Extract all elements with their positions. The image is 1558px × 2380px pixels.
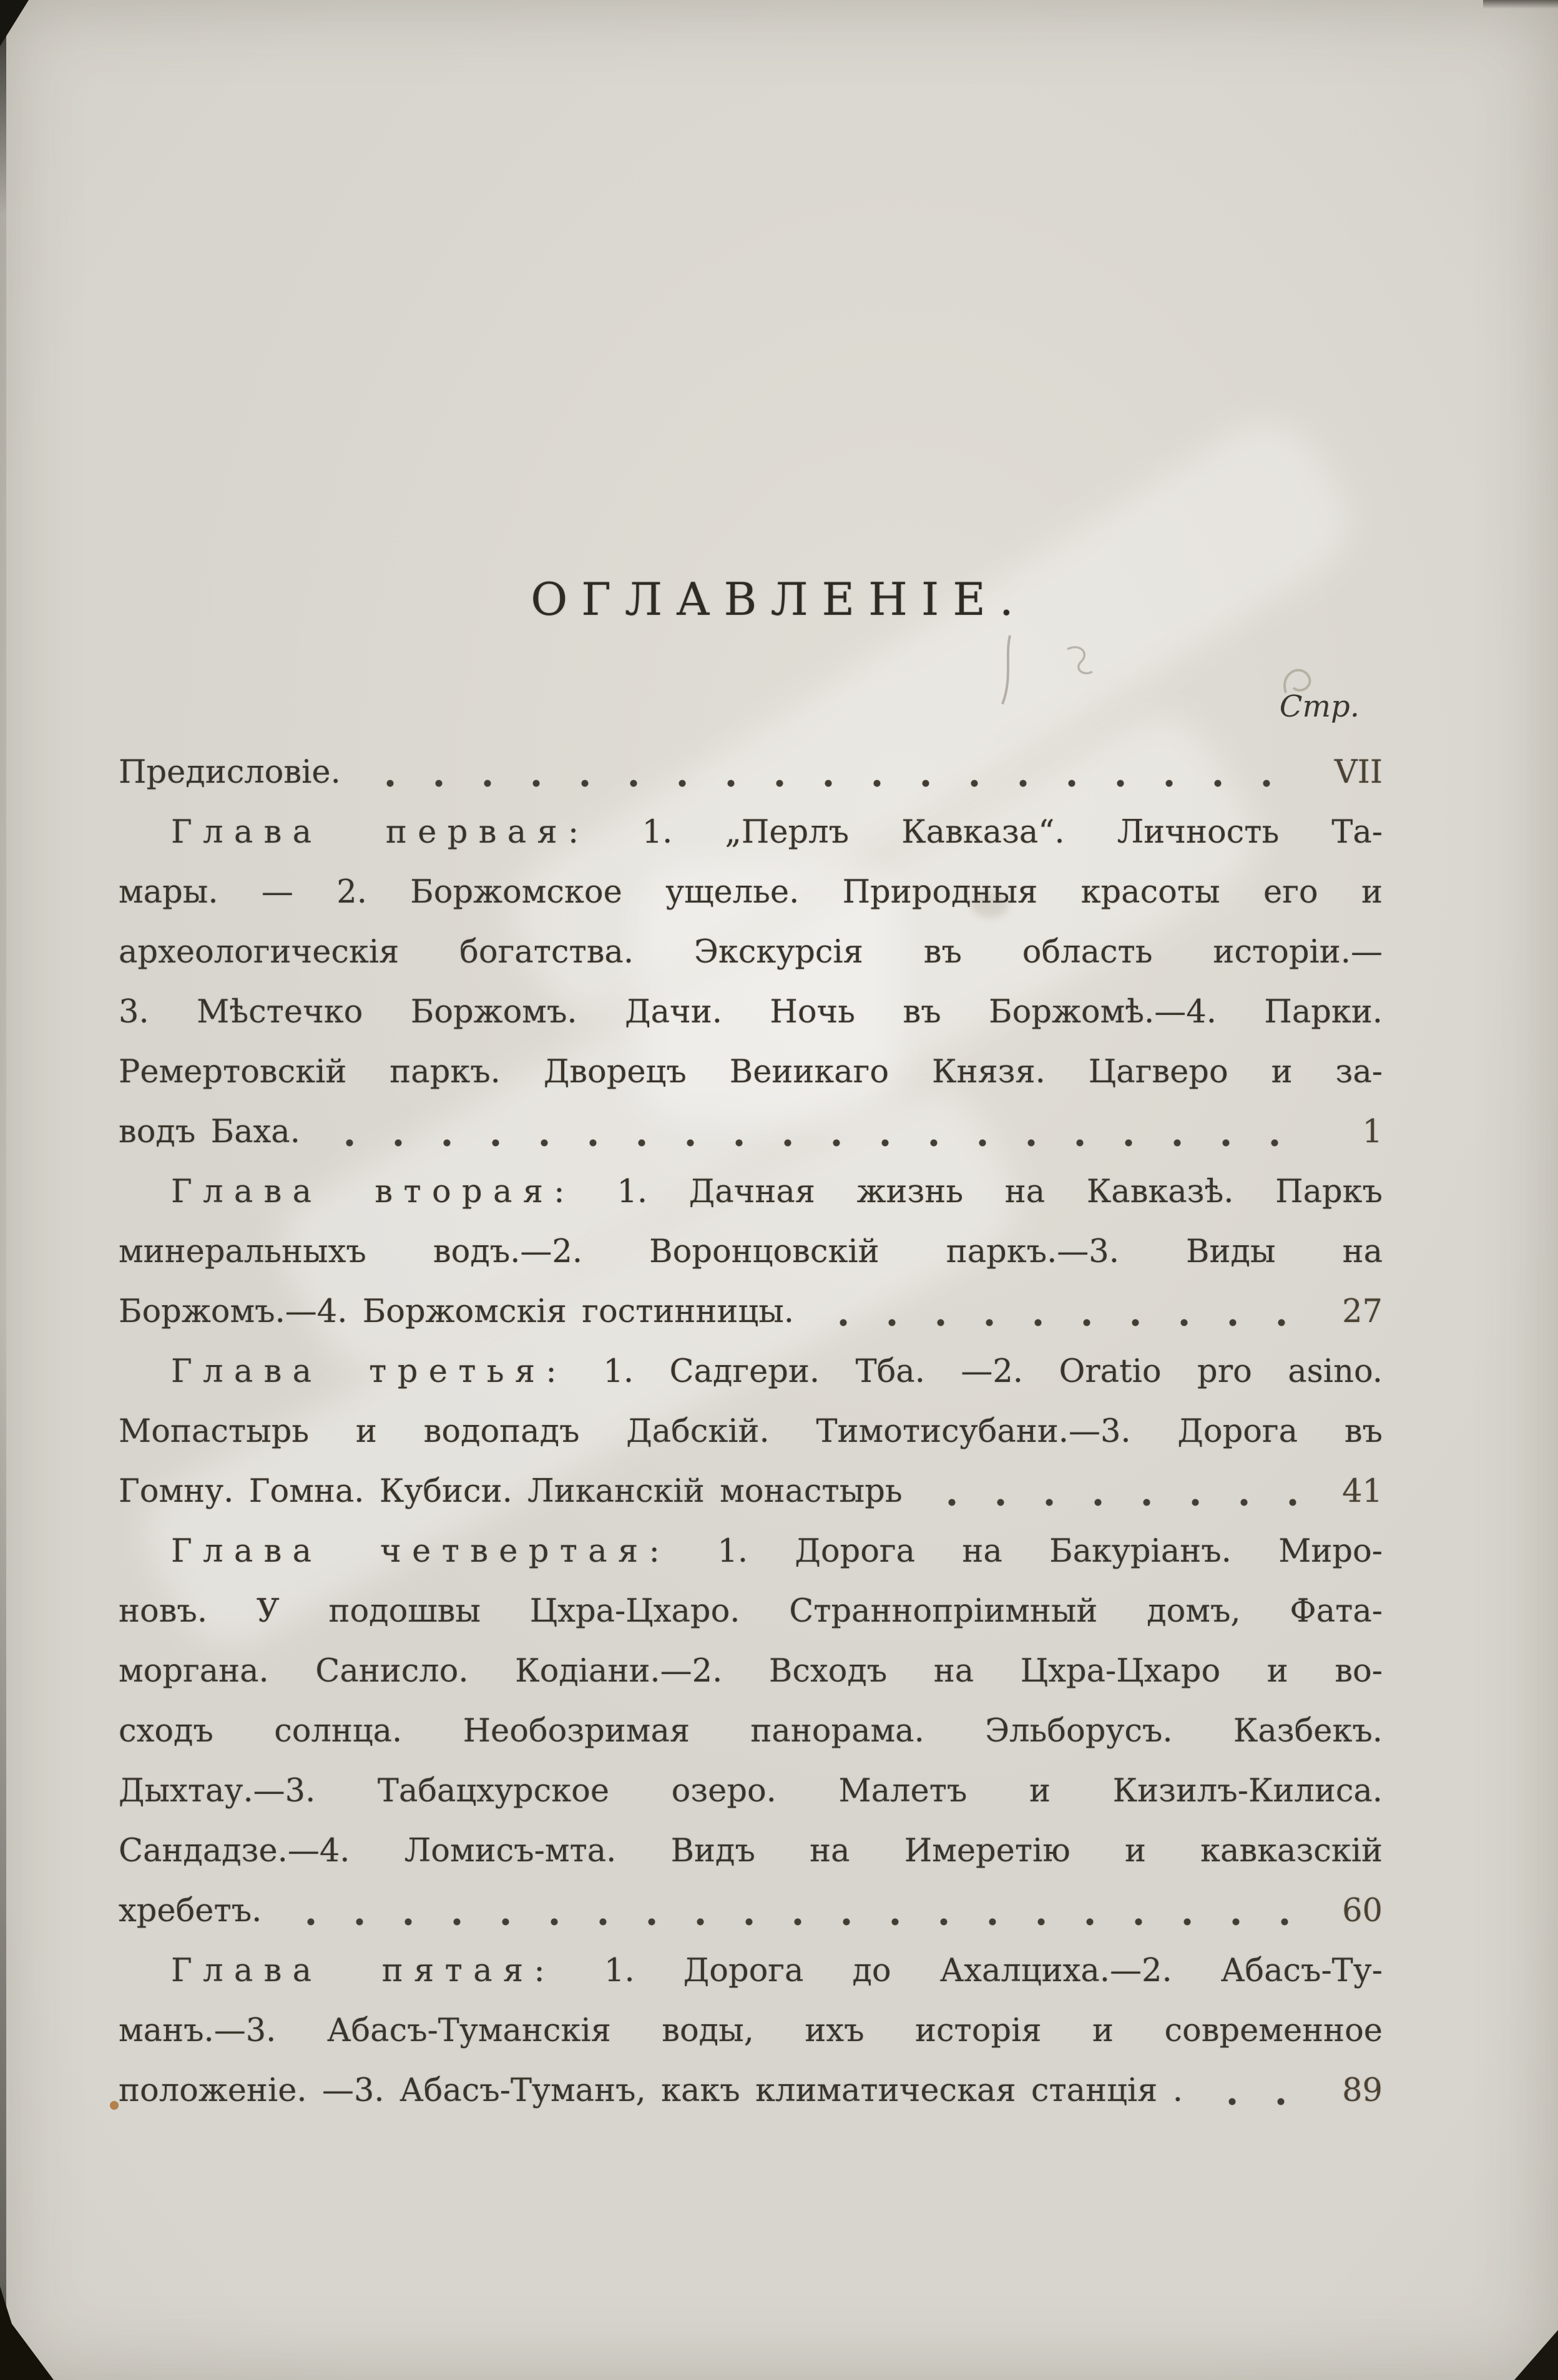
toc-line-text: сходъ солнца. Необозримая панорама. Эльборусъ. Казбекъ. xyxy=(119,1713,1383,1750)
toc-entries xyxy=(119,743,1383,2121)
toc-line xyxy=(119,1582,1383,1642)
page-number: 60 xyxy=(1342,1893,1383,1929)
toc-line xyxy=(119,1821,1383,1881)
dot-leader xyxy=(815,1282,1306,1342)
chapter-heading: Глава четвертая: xyxy=(171,1533,671,1570)
toc-line xyxy=(119,2001,1383,2061)
toc-line-text: Глава вторая: 1. Дачная жизнь на Кавказѣ. Паркъ xyxy=(171,1173,1383,1210)
toc-line-text: Глава пятая: 1. Дорога до Ахалциха.—2. Абасъ-Ту- xyxy=(171,1952,1383,1989)
toc-line xyxy=(119,923,1383,982)
toc-line xyxy=(119,863,1383,923)
dot-leader xyxy=(362,743,1306,803)
dot-leader xyxy=(321,1102,1306,1162)
toc-line xyxy=(119,1881,1383,1941)
toc-line xyxy=(119,982,1383,1042)
toc-line-text: Мопастырь и водопадъ Дабскій. Тимотисубани.—3. Дорога въ xyxy=(119,1413,1383,1450)
toc-line xyxy=(119,743,1383,803)
pencil-mark xyxy=(974,624,1111,724)
toc-line-text: Боржомъ.—4. Боржомскія гостинницы. xyxy=(119,1293,794,1330)
toc-line xyxy=(119,1222,1383,1282)
toc-line xyxy=(119,1042,1383,1102)
page-number: VII xyxy=(1334,754,1383,791)
toc-line-text: археологическія богатства. Экскурсія въ область исторіи.— xyxy=(119,934,1383,971)
toc-line-text: Глава первая: 1. „Перлъ Кавказа“. Личность Та- xyxy=(171,814,1383,851)
toc-line-text: мары. — 2. Боржомское ущелье. Природныя красоты его и xyxy=(119,874,1383,911)
page-number: 89 xyxy=(1342,2072,1383,2109)
page-number: 1 xyxy=(1362,1114,1383,1150)
chapter-heading: Глава пятая: xyxy=(171,1952,556,1989)
toc-line xyxy=(119,1342,1383,1402)
dot-leader xyxy=(283,1881,1306,1941)
page-title: ОГЛАВЛЕНІЕ. xyxy=(531,573,1027,625)
toc-line-text: хребетъ. xyxy=(119,1893,262,1929)
toc-line xyxy=(119,1941,1383,2001)
scan-edge-shadow xyxy=(0,0,6,2380)
toc-line-text: Дыхтау.—3. Табацхурское озеро. Малетъ и Кизилъ-Килиса. xyxy=(119,1773,1383,1809)
toc-line-text: моргана. Санисло. Кодіани.—2. Всходъ на Цхра-Цхаро и во- xyxy=(119,1653,1383,1690)
page-number: 27 xyxy=(1342,1293,1383,1330)
toc-line-text: манъ.—3. Абасъ-Туманскія воды, ихъ исторія и современное xyxy=(119,2012,1383,2049)
dot-leader xyxy=(1204,2061,1306,2121)
toc-line xyxy=(119,2061,1383,2121)
toc-line-text: Сандадзе.—4. Ломисъ-мта. Видъ на Имеретію и кавказскій xyxy=(119,1833,1383,1869)
toc-line-text: Глава четвертая: 1. Дорога на Бакуріанъ. Миро- xyxy=(171,1533,1383,1570)
dot-leader xyxy=(924,1462,1306,1522)
toc-line xyxy=(119,1102,1383,1162)
toc-line xyxy=(119,1282,1383,1342)
toc-line xyxy=(119,1702,1383,1761)
toc-line xyxy=(119,1402,1383,1462)
toc-line-text: минеральныхъ водъ.—2. Воронцовскій паркъ.—3. Виды на xyxy=(119,1233,1383,1270)
toc-line xyxy=(119,1642,1383,1702)
toc-line-text: новъ. У подошвы Цхра-Цхаро. Страннопріимный домъ, Фата- xyxy=(119,1593,1383,1630)
chapter-heading: Глава первая: xyxy=(171,814,590,851)
toc-line-text: Гомну. Гомна. Кубиси. Ликанскій монастырь xyxy=(119,1473,903,1510)
toc-line xyxy=(119,1522,1383,1582)
toc-line-text: положеніе. —3. Абасъ-Туманъ, какъ климатическая станція . xyxy=(119,2072,1183,2109)
toc-line-text: Глава третья: 1. Садгери. Тба. —2. Oratio pro asino. xyxy=(171,1353,1383,1390)
chapter-heading: Глава третья: xyxy=(171,1353,567,1390)
toc-line xyxy=(119,1462,1383,1522)
toc-line-text: 3. Мѣстечко Боржомъ. Дачи. Ночь въ Боржомѣ.—4. Парки. xyxy=(119,994,1383,1031)
toc-line xyxy=(119,1162,1383,1222)
page-number: 41 xyxy=(1342,1473,1383,1510)
toc-line xyxy=(119,1761,1383,1821)
chapter-heading: Глава вторая: xyxy=(171,1173,576,1210)
page-column-header: Стр. xyxy=(1279,689,1360,724)
toc-line-text: водъ Баха. xyxy=(119,1114,300,1150)
scan-corner-artifact xyxy=(1514,2330,1558,2380)
toc-line xyxy=(119,803,1383,863)
toc-line-text: Предисловіе. xyxy=(119,754,341,791)
paper-stain xyxy=(110,2101,119,2110)
scan-corner-artifact xyxy=(1483,0,1558,9)
scan-corner-artifact xyxy=(0,2286,54,2380)
toc-line-text: Ремертовскій паркъ. Дворецъ Веиикаго Князя. Цагверо и за- xyxy=(119,1054,1383,1090)
